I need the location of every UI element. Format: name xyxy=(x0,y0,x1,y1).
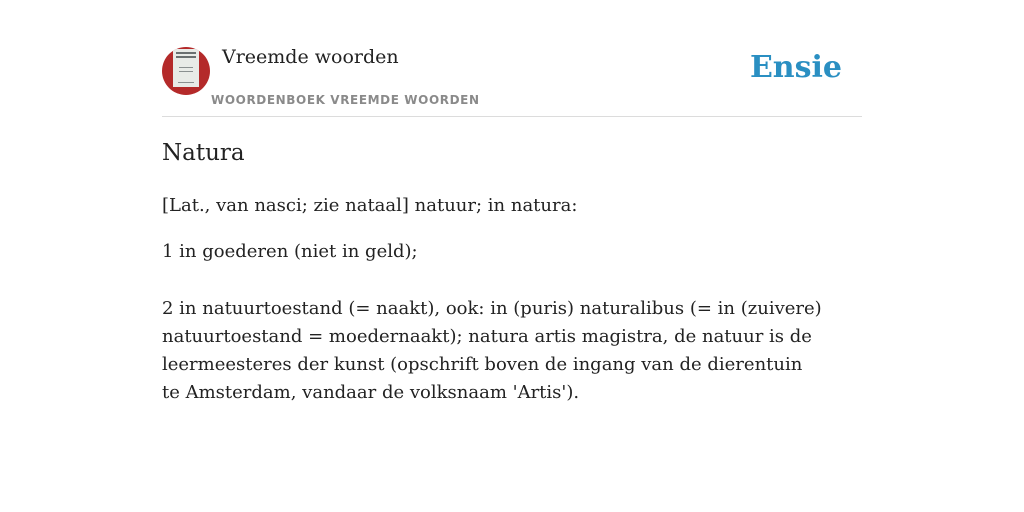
header xyxy=(162,0,862,117)
book-cover-icon xyxy=(173,49,199,87)
avatar[interactable] xyxy=(162,47,210,95)
definition-item-2: 2 in natuurtoestand (= naakt), ook: in (puris) naturalibus (= in (zuivere) natuurtoestand = moedernaakt); natura artis magistra, de natuur is de leermeesteres der kunst (opschrift boven de ingang van de dierentuin te Amsterdam, vandaar de volksnaam 'Artis'). xyxy=(162,298,822,403)
definition-intro: [Lat., van nasci; zie nataal] natuur; in natura: xyxy=(162,195,578,216)
definition-item-1: 1 in goederen (niet in geld); xyxy=(162,241,418,262)
site-title[interactable]: Vreemde woorden xyxy=(222,46,399,68)
entry-title: Natura xyxy=(162,140,245,166)
site-subtitle[interactable]: WOORDENBOEK VREEMDE WOORDEN xyxy=(211,93,480,107)
page xyxy=(162,0,862,512)
brand-logo[interactable]: Ensie xyxy=(749,50,842,85)
